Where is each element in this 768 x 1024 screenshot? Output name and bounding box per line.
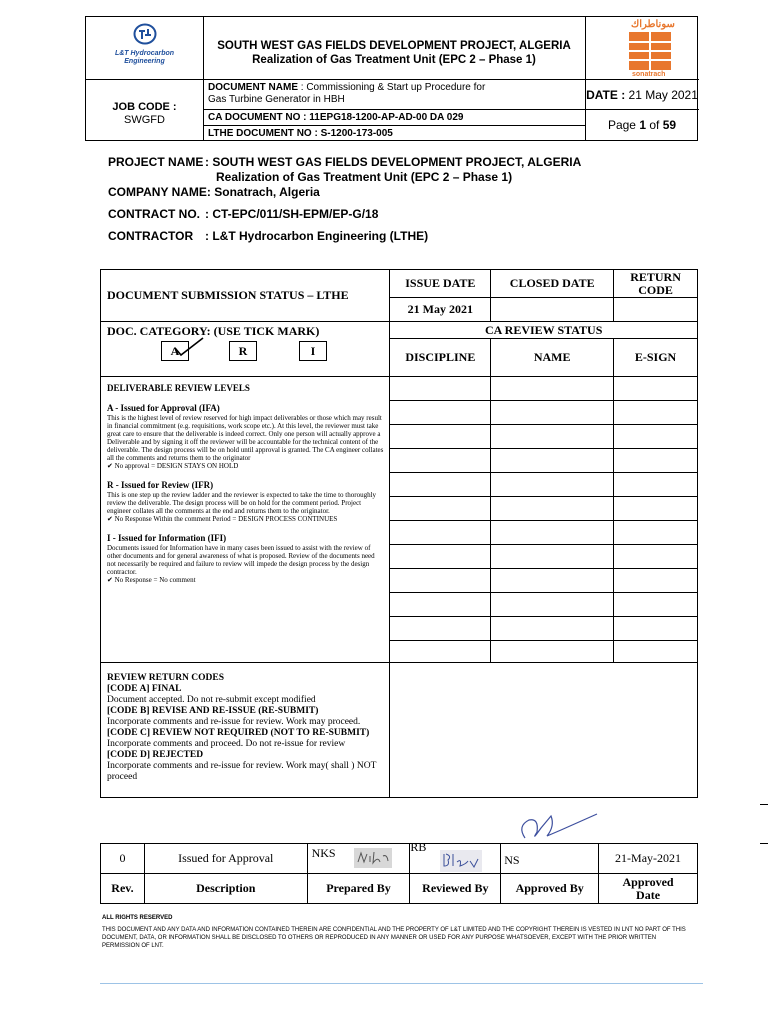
ifa-note: ✔ No approval = DESIGN STAYS ON HOLD (107, 462, 239, 470)
approved-date-header-line2: Date (636, 887, 661, 902)
review-cell[interactable] (491, 425, 614, 449)
approved-by-cell (501, 844, 599, 874)
sonatrach-arabic: سوناطراك (631, 19, 675, 30)
sonatrach-latin: sonatrach (632, 71, 666, 78)
ifi-note: ✔ No Response = No comment (107, 576, 196, 584)
review-cell[interactable] (390, 377, 491, 401)
issue-date-value: 21 May 2021 (390, 298, 491, 322)
description-header: Description (144, 874, 307, 904)
divider (203, 109, 585, 110)
closed-date-label: CLOSED DATE (491, 270, 614, 298)
review-cell[interactable] (491, 545, 614, 569)
category-i-checkbox[interactable] (299, 341, 327, 361)
lt-emblem-icon (133, 23, 157, 45)
ifr-note: ✔ No Response Within the comment Period = DESIGN PROCESS CONTINUES (107, 515, 338, 523)
doc-name-value: : Commissioning & Start up Procedure for (298, 82, 486, 93)
prepared-by-value: NKS (311, 846, 336, 860)
lt-logo (86, 17, 203, 79)
ca-review-status: CA REVIEW STATUS (390, 322, 698, 339)
contractor-value: : L&T Hydrocarbon Engineering (LTHE) (205, 229, 429, 243)
sonatrach-logo (585, 17, 699, 79)
submission-status-heading: DOCUMENT SUBMISSION STATUS – LTHE (101, 270, 390, 322)
reviewed-by-value: RB (410, 840, 427, 854)
review-cell[interactable] (614, 593, 698, 617)
codes-title: REVIEW RETURN CODES (107, 673, 225, 683)
review-cell[interactable] (614, 401, 698, 425)
category-r-checkbox[interactable] (229, 341, 257, 361)
project-name-value2: Realization of Gas Treatment Unit (EPC 2 – Phase 1) (216, 170, 513, 184)
code-d-text: Incorporate comments and re-issue for review. Work may( shall ) NOT proceed (107, 761, 377, 782)
review-cell[interactable] (390, 641, 491, 663)
approved-date-header (599, 874, 698, 904)
project-subtitle: Realization of Gas Treatment Unit (EPC 2 – Phase 1) (252, 54, 536, 66)
category-a-label: A (170, 344, 180, 358)
doc-name-value2: Gas Turbine Generator in HBH (208, 94, 345, 105)
logo-text-line2: Engineering (124, 58, 165, 65)
category-r-label: R (238, 344, 248, 358)
company-name-value: : Sonatrach, Algeria (206, 185, 320, 199)
approved-by-header: Approved By (501, 874, 599, 904)
margin-mark (760, 843, 768, 844)
rev-value: 0 (101, 844, 145, 874)
project-title: SOUTH WEST GAS FIELDS DEVELOPMENT PROJECT, ALGERIA (217, 40, 571, 52)
code-a: [CODE A] FINAL (107, 684, 182, 694)
review-cell[interactable] (390, 617, 491, 641)
divider (203, 125, 585, 126)
tick-mark-icon (170, 336, 205, 358)
rev-header: Rev. (101, 874, 145, 904)
revision-table (100, 840, 698, 904)
review-cell[interactable] (614, 521, 698, 545)
review-cell[interactable] (390, 593, 491, 617)
logo-text-line1: L&T Hydrocarbon (114, 50, 175, 57)
date-value: 21 May 2021 (625, 88, 698, 102)
review-cell[interactable] (390, 545, 491, 569)
esign-header: E-SIGN (614, 339, 698, 377)
footer-divider (100, 983, 703, 984)
code-c-text: Incorporate comments and proceed. Do not re-issue for review (107, 739, 346, 749)
approved-signature-icon (511, 808, 601, 854)
review-cell[interactable] (491, 593, 614, 617)
code-c: [CODE C] REVIEW NOT REQUIRED (NOT TO RE-SUBMIT) (107, 728, 370, 738)
page-current: 1 (639, 118, 646, 132)
ifi-text: Documents issued for Information have in many cases been issued to assist with the review of other documents and for general awareness of what is proposed. Review of the documents need not necessarily be required and failure to review will impede the design process by the design contractor. (107, 544, 375, 576)
ifr-title: R - Issued for Review (IFR) (107, 480, 214, 490)
submission-status-table (100, 269, 698, 798)
review-cell[interactable] (614, 545, 698, 569)
review-cell[interactable] (491, 377, 614, 401)
doc-category-label: DOC. CATEGORY: (USE TICK MARK) (107, 324, 320, 338)
reviewed-by-cell (410, 840, 501, 874)
review-cell[interactable] (491, 569, 614, 593)
approved-date-value: 21-May-2021 (599, 844, 698, 874)
rights-reserved: ALL RIGHTS RESERVED (102, 915, 173, 921)
review-levels-title: DELIVERABLE REVIEW LEVELS (107, 383, 250, 393)
return-code-value[interactable] (614, 298, 698, 322)
review-cell[interactable] (390, 401, 491, 425)
code-b-text: Incorporate comments and re-issue for review. Work may proceed. (107, 717, 361, 727)
contractor-label: CONTRACTOR (108, 229, 194, 243)
job-code-label: JOB CODE : (112, 101, 177, 113)
ifi-title: I - Issued for Information (IFI) (107, 533, 227, 543)
doc-name-label: DOCUMENT NAME (208, 82, 298, 93)
review-cell[interactable] (614, 641, 698, 663)
review-cell[interactable] (491, 617, 614, 641)
review-cell[interactable] (614, 497, 698, 521)
review-cell[interactable] (390, 449, 491, 473)
issue-date-label: ISSUE DATE (390, 270, 491, 298)
code-a-text: Document accepted. Do not re-submit except modified (107, 695, 316, 705)
review-cell[interactable] (614, 449, 698, 473)
closed-date-value[interactable] (491, 298, 614, 322)
ca-comments-cell[interactable] (390, 663, 698, 798)
review-cell[interactable] (390, 521, 491, 545)
review-cell[interactable] (491, 497, 614, 521)
contract-label: CONTRACT NO. (108, 207, 200, 221)
job-code-value: SWGFD (124, 114, 165, 126)
review-cell[interactable] (491, 473, 614, 497)
project-name-value: : SOUTH WEST GAS FIELDS DEVELOPMENT PROJECT, ALGERIA (205, 155, 582, 169)
return-codes-cell (101, 663, 390, 798)
review-cell[interactable] (614, 473, 698, 497)
divider (86, 79, 699, 80)
review-cell[interactable] (614, 425, 698, 449)
margin-mark (760, 804, 768, 805)
category-i-label: I (310, 344, 316, 358)
page-label: Page (607, 118, 640, 132)
prepared-by-header: Prepared By (307, 874, 410, 904)
review-cell[interactable] (614, 617, 698, 641)
review-cell[interactable] (491, 521, 614, 545)
code-b: [CODE B] REVISE AND RE-ISSUE (RE-SUBMIT) (107, 706, 319, 716)
return-code-label: RETURN CODE (614, 270, 698, 298)
prepared-by-cell (307, 844, 410, 874)
review-levels-cell (101, 377, 390, 663)
doc-category-cell (101, 322, 390, 377)
ca-document-number: CA DOCUMENT NO : 11EPG18-1200-AP-AD-00 DA 029 (208, 112, 464, 123)
review-cell[interactable] (390, 569, 491, 593)
review-cell[interactable] (614, 377, 698, 401)
ifr-text: This is one step up the review ladder and the reviewer is expected to take the time to thoroughly review the deliverable. The design process will be on hold for the comment period. Project engineer collates all the comments at the end and returns them to the originator. (107, 491, 377, 515)
page-number (585, 118, 699, 132)
review-cell[interactable] (390, 425, 491, 449)
date (585, 88, 699, 102)
page-total: 59 (662, 118, 677, 132)
name-header: NAME (491, 339, 614, 377)
code-d: [CODE D] REJECTED (107, 750, 204, 760)
page-of: of (646, 118, 663, 132)
prepared-signature-icon (354, 848, 392, 868)
divider (585, 109, 699, 110)
lthe-document-number: LTHE DOCUMENT NO : S-1200-173-005 (208, 128, 393, 139)
review-cell[interactable] (390, 473, 491, 497)
company-name-label: COMPANY NAME (108, 185, 207, 199)
project-name-label: PROJECT NAME (108, 155, 204, 169)
reviewed-by-header: Reviewed By (410, 874, 501, 904)
discipline-header: DISCIPLINE (390, 339, 491, 377)
approved-by-value: NS (504, 853, 520, 867)
review-cell[interactable] (614, 569, 698, 593)
ifa-text: This is the highest level of review reserved for high impact deliverables or those which may result in financial commitment (e.g. requisitions, work scope etc.). At this level, the reviewer must take great care to ensure that the deliverable is indeed correct. Only one person will actually approve a Deliverable and by signing it off the reviewer will be accountable for the technical content of the deliverable. The design process will be on hold until approval is granted. The CA engineer collates all the comments and returns them to the originator (107, 414, 384, 462)
review-cell[interactable] (390, 497, 491, 521)
reviewed-signature-icon (440, 850, 482, 872)
description-value: Issued for Approval (144, 844, 307, 874)
approved-date-header-line1: Approved (622, 874, 674, 889)
review-cell[interactable] (491, 449, 614, 473)
confidentiality-notice: THIS DOCUMENT AND ANY DATA AND INFORMATION CONTAINED THEREIN ARE CONFIDENTIAL AND THE PROPERTY OF L&T LIMITED AND THE COPYRIGHT THEREIN IS VESTED IN LNT NO PART OF THIS DOCUMENT, DATA, OR INFORMATION SHALL BE DISCLOSED TO OTHERS OR REPRODUCED IN ANY MANNER OR USED FOR ANY PURPOSE WHATSOEVER, EXCEPT WITH THE PRIOR WRITTEN PERMISSION OF LNT. (102, 927, 686, 949)
document-header (85, 16, 698, 141)
review-cell[interactable] (491, 401, 614, 425)
date-label: DATE : (586, 88, 626, 102)
ifa-title: A - Issued for Approval (IFA) (107, 403, 220, 413)
sonatrach-emblem-icon (629, 32, 671, 70)
review-cell[interactable] (491, 641, 614, 663)
project-info (108, 155, 582, 244)
contract-value: : CT-EPC/011/SH-EPM/EP-G/18 (205, 207, 379, 221)
